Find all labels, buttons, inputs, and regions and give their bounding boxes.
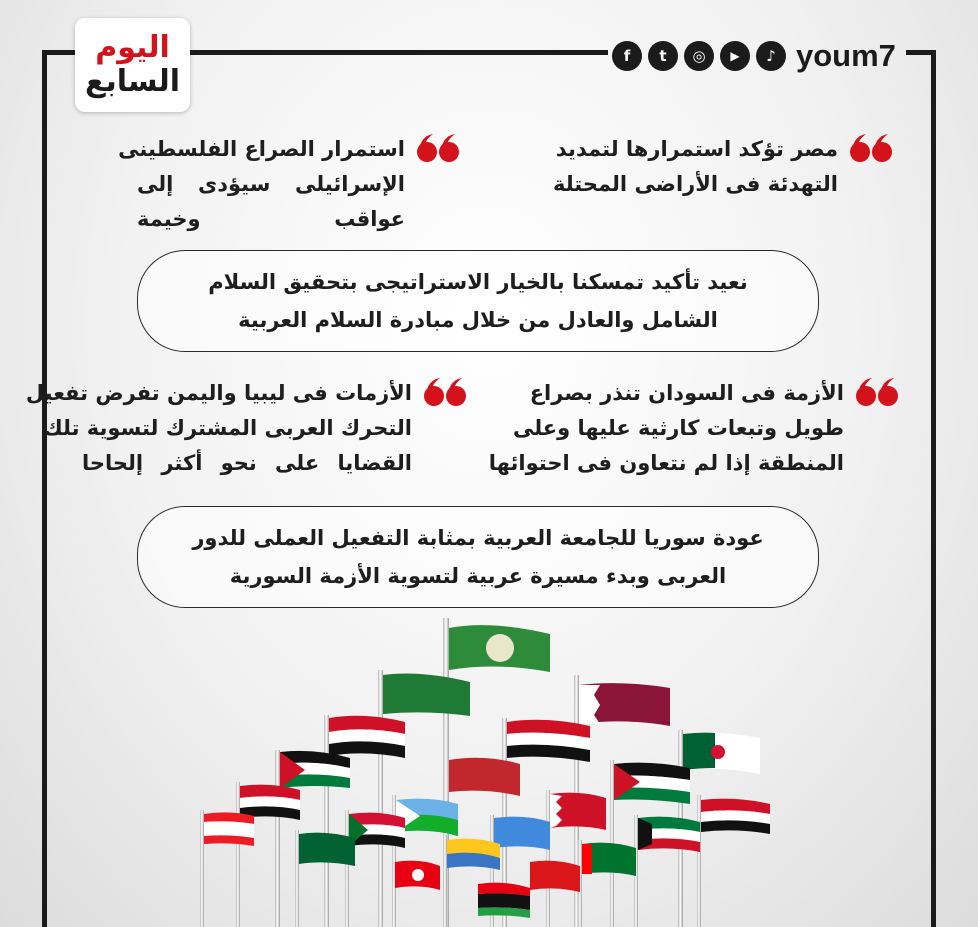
quote-line: التهدئة فى الأراضى المحتلة bbox=[552, 172, 838, 196]
quote-line: الأزمة فى السودان تنذر بصراع bbox=[529, 381, 844, 405]
statement-line: العربى وبدء مسيرة عربية لتسوية الأزمة السورية bbox=[229, 564, 727, 588]
statement-line: نعيد تأكيد تمسكنا بالخيار الاستراتيجى بتحقيق السلام bbox=[208, 270, 748, 294]
quote-mark-icon bbox=[415, 132, 463, 164]
quote-line: المنطقة إذا لم نتعاون فى احتوائها bbox=[488, 451, 844, 475]
quote-sudan-crisis bbox=[488, 376, 902, 481]
youtube-icon[interactable]: ▶ bbox=[720, 41, 750, 71]
quote-line: الإسرائيلى سيؤدى إلى bbox=[137, 172, 405, 196]
twitter-icon[interactable]: t bbox=[648, 41, 678, 71]
statement-peace-initiative bbox=[137, 250, 819, 352]
statement-syria-return bbox=[137, 506, 819, 608]
quote-line: مصر تؤكد استمرارها لتمديد bbox=[555, 137, 838, 161]
facebook-icon[interactable]: f bbox=[612, 41, 642, 71]
quote-line: عواقب وخيمة bbox=[137, 207, 405, 231]
quote-line: الأزمات فى ليبيا واليمن تفرض تفعيل bbox=[25, 381, 412, 405]
quote-palestine-conflict bbox=[118, 132, 463, 237]
arab-league-flags-image bbox=[0, 600, 978, 927]
statement-line: عودة سوريا للجامعة العربية بمثابة التفعيل العملى للدور bbox=[192, 526, 764, 550]
quote-line: طويل وتبعات كارثية عليها وعلى bbox=[512, 416, 844, 440]
logo-line-2: السابع bbox=[84, 64, 181, 99]
quote-line: استمرار الصراع الفلسطينى bbox=[118, 137, 405, 161]
quote-line: التحرك العربى المشترك لتسوية تلك bbox=[43, 416, 412, 440]
quote-mark-icon bbox=[854, 376, 902, 408]
social-bar bbox=[612, 38, 902, 74]
quote-egypt-truce bbox=[552, 132, 896, 202]
quote-libya-yemen bbox=[25, 376, 470, 481]
quote-mark-icon bbox=[848, 132, 896, 164]
instagram-icon[interactable]: ◎ bbox=[684, 41, 714, 71]
frame-top-middle bbox=[190, 50, 608, 55]
quote-mark-icon bbox=[422, 376, 470, 408]
logo-line-1: اليوم bbox=[95, 30, 170, 65]
tiktok-icon[interactable]: ♪ bbox=[756, 41, 786, 71]
quote-line: القضايا على نحو أكثر إلحاحا bbox=[82, 451, 412, 475]
youm7-logo[interactable] bbox=[75, 18, 190, 112]
site-name[interactable]: youm7 bbox=[796, 38, 896, 73]
statement-line: الشامل والعادل من خلال مبادرة السلام العربية bbox=[238, 308, 718, 332]
